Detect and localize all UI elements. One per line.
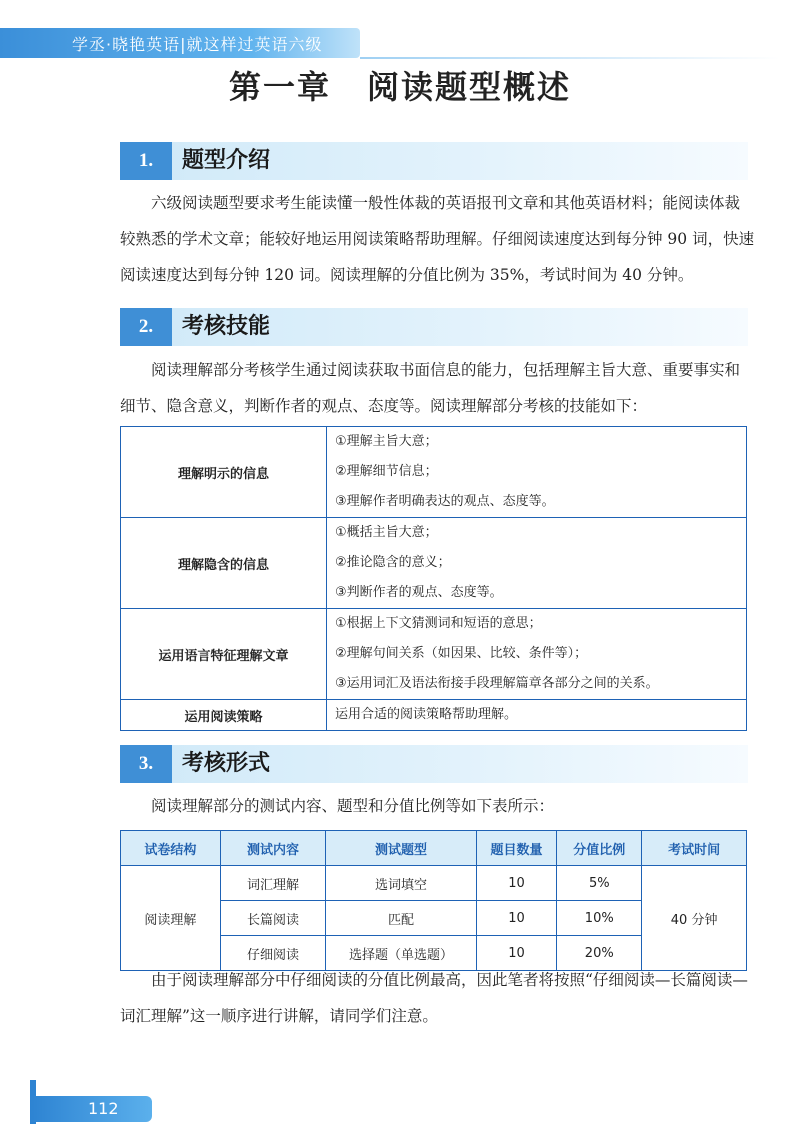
count-cell: 10 bbox=[476, 866, 557, 901]
skill-name: 运用阅读策略 bbox=[121, 700, 327, 731]
section-number: 3. bbox=[120, 745, 172, 783]
table-row bbox=[121, 609, 747, 700]
chapter-title bbox=[0, 62, 800, 108]
count-cell: 10 bbox=[476, 901, 557, 936]
section-heading-1 bbox=[120, 142, 748, 180]
format-table bbox=[120, 830, 747, 971]
chapter-name: 阅读题型概述 bbox=[367, 68, 572, 106]
skill-item: ②理解细节信息； bbox=[335, 464, 438, 479]
skill-item: ③理解作者明确表达的观点、态度等。 bbox=[335, 494, 555, 509]
section-1-paragraph bbox=[120, 185, 755, 293]
structure-cell: 阅读理解 bbox=[121, 866, 221, 971]
skill-items bbox=[327, 518, 747, 609]
table-row bbox=[121, 866, 747, 901]
paragraph-line: 细节、隐含意义，判断作者的观点、态度等。阅读理解部分考核的技能如下： bbox=[120, 397, 648, 415]
section-heading-3 bbox=[120, 745, 748, 783]
paragraph-line: 阅读理解部分的测试内容、题型和分值比例等如下表所示： bbox=[151, 797, 555, 815]
content-cell: 长篇阅读 bbox=[220, 901, 326, 936]
paragraph-line: 由于阅读理解部分中仔细阅读的分值比例最高，因此笔者将按照“仔细阅读—长篇阅读— bbox=[151, 971, 748, 989]
table-row bbox=[121, 518, 747, 609]
paragraph-line: 六级阅读题型要求考生能读懂一般性体裁的英语报刊文章和其他英语材料；能阅读体裁 bbox=[151, 194, 741, 212]
ratio-cell: 20% bbox=[557, 936, 642, 971]
ratio-cell: 10% bbox=[557, 901, 642, 936]
skill-item: ③判断作者的观点、态度等。 bbox=[335, 585, 503, 600]
skill-name: 运用语言特征理解文章 bbox=[121, 609, 327, 700]
content-cell: 仔细阅读 bbox=[220, 936, 326, 971]
skill-name: 理解明示的信息 bbox=[121, 427, 327, 518]
column-header: 考试时间 bbox=[642, 831, 747, 866]
section-title: 考核形式 bbox=[182, 751, 271, 776]
count-cell: 10 bbox=[476, 936, 557, 971]
section-number: 1. bbox=[120, 142, 172, 180]
column-header: 分值比例 bbox=[557, 831, 642, 866]
skill-item: ①概括主旨大意； bbox=[335, 525, 438, 540]
type-cell: 选词填空 bbox=[326, 866, 476, 901]
chapter-number: 第一章 bbox=[228, 68, 331, 106]
skill-item: ②推论隐含的意义； bbox=[335, 555, 451, 570]
paragraph-line: 阅读理解部分考核学生通过阅读获取书面信息的能力，包括理解主旨大意、重要事实和 bbox=[151, 361, 741, 379]
header-rule bbox=[360, 57, 780, 59]
skill-name: 理解隐含的信息 bbox=[121, 518, 327, 609]
paragraph-line: 较熟悉的学术文章；能较好地运用阅读策略帮助理解。仔细阅读速度达到每分钟 90 词，快速 bbox=[120, 230, 755, 248]
section-title: 题型介绍 bbox=[182, 148, 271, 173]
section-number: 2. bbox=[120, 308, 172, 346]
skill-items bbox=[327, 427, 747, 518]
type-cell: 选择题（单选题） bbox=[326, 936, 476, 971]
column-header: 题目数量 bbox=[476, 831, 557, 866]
table-row bbox=[121, 700, 747, 731]
running-header-title: 学丞·晓艳英语|就这样过英语六级 bbox=[72, 35, 323, 54]
skill-items bbox=[327, 609, 747, 700]
paragraph-line: 阅读速度达到每分钟 120 词。阅读理解的分值比例为 35%，考试时间为 40 分钟。 bbox=[120, 266, 694, 284]
skills-table bbox=[120, 426, 747, 731]
section-title: 考核技能 bbox=[182, 314, 271, 339]
paragraph-line: 词汇理解”这一顺序进行讲解，请同学们注意。 bbox=[120, 1007, 438, 1025]
type-cell: 匹配 bbox=[326, 901, 476, 936]
ratio-cell: 5% bbox=[557, 866, 642, 901]
skill-items bbox=[327, 700, 747, 731]
skill-item: ③运用词汇及语法衔接手段理解篇章各部分之间的关系。 bbox=[335, 676, 659, 691]
skill-item: ①理解主旨大意； bbox=[335, 434, 438, 449]
section-heading-2 bbox=[120, 308, 748, 346]
section-3-paragraph bbox=[120, 788, 748, 824]
column-header: 测试内容 bbox=[220, 831, 326, 866]
column-header: 测试题型 bbox=[326, 831, 476, 866]
page-number: 112 bbox=[88, 1099, 119, 1118]
time-cell: 40 分钟 bbox=[642, 866, 747, 971]
skill-item: ①根据上下文猜测词和短语的意思； bbox=[335, 616, 542, 631]
section-2-paragraph bbox=[120, 352, 748, 424]
table-row bbox=[121, 427, 747, 518]
content-cell: 词汇理解 bbox=[220, 866, 326, 901]
skill-item: 运用合适的阅读策略帮助理解。 bbox=[335, 707, 518, 722]
closing-paragraph bbox=[120, 962, 748, 1034]
table-header-row bbox=[121, 831, 747, 866]
column-header: 试卷结构 bbox=[121, 831, 221, 866]
skill-item: ②理解句间关系（如因果、比较、条件等）； bbox=[335, 646, 588, 661]
